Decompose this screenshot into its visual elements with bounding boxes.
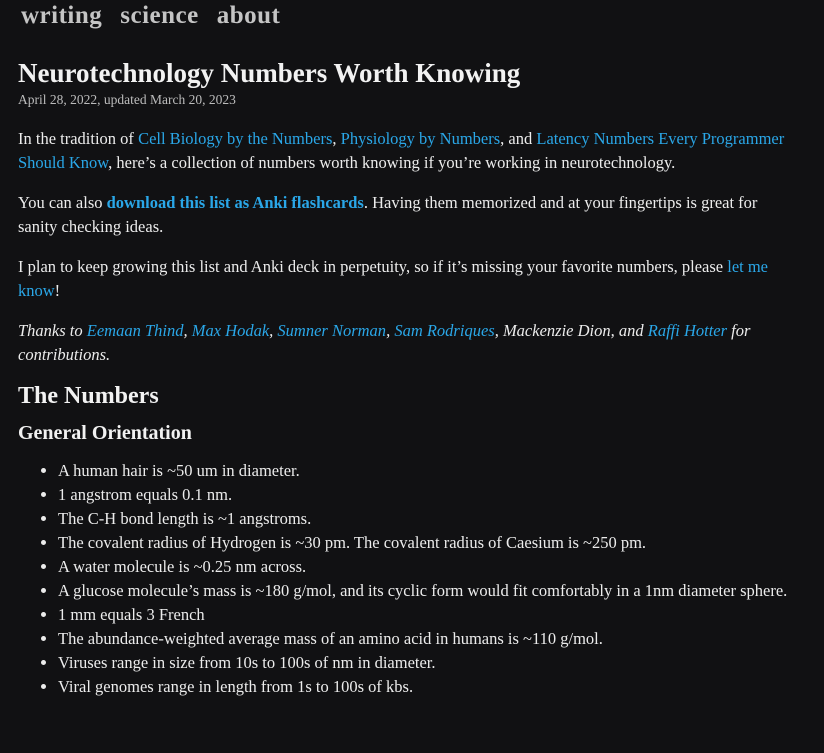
page-title: Neurotechnology Numbers Worth Knowing	[18, 58, 521, 88]
list-item: • 1 angstrom equals 0.1 nm.	[58, 483, 788, 507]
list-item: • A glucose molecule’s mass is ~180 g/mol, and its cyclic form would fit comfortably in a 1nm diameter sphere.	[58, 579, 788, 603]
nav-writing[interactable]: writing	[21, 2, 103, 29]
section-title: The Numbers	[18, 383, 159, 409]
post-date: April 28, 2022, updated March 20, 2023	[18, 92, 236, 107]
link-cell-biology[interactable]: Cell Biology by the Numbers	[138, 129, 333, 148]
intro-sep: ,	[332, 129, 341, 148]
nav-science[interactable]: science	[120, 2, 199, 29]
link-sam-rodriques[interactable]: Sam Rodriques	[394, 321, 495, 340]
download-text: . Having them memorized and at your fingertips is great for sanity checking ideas.	[18, 193, 758, 236]
link-raffi-hotter[interactable]: Raffi Hotter	[647, 321, 728, 340]
intro-paragraph	[18, 127, 788, 175]
thanks-paragraph	[18, 319, 788, 367]
link-max-hodak[interactable]: Max Hodak	[191, 321, 270, 340]
article-body	[18, 127, 788, 699]
link-sumner-norman[interactable]: Sumner Norman	[277, 321, 387, 340]
list-item: • 1 mm equals 3 French	[58, 603, 788, 627]
thanks-text: Thanks to	[18, 321, 87, 340]
numbers-list	[18, 459, 788, 699]
link-physiology[interactable]: Physiology by Numbers	[340, 129, 501, 148]
plan-text: I plan to keep growing this list and Anki deck in perpetuity, so if it’s missing your favorite numbers, please	[18, 257, 728, 276]
download-text: You can also	[18, 193, 107, 212]
link-anki-download[interactable]: download this list as Anki flashcards	[106, 193, 364, 212]
thanks-sep: ,	[183, 321, 192, 340]
link-eemaan-thind[interactable]: Eemaan Thind	[86, 321, 184, 340]
list-item: • Viruses range in size from 10s to 100s of nm in diameter.	[58, 651, 788, 675]
top-nav	[21, 2, 294, 30]
list-item: • A water molecule is ~0.25 nm across.	[58, 555, 788, 579]
nav-about[interactable]: about	[216, 2, 281, 29]
intro-sep: , and	[500, 129, 537, 148]
link-let-me-know[interactable]: let me know	[18, 257, 769, 300]
thanks-sep: ,	[269, 321, 278, 340]
list-item: • Viral genomes range in length from 1s to 100s of kbs.	[58, 675, 788, 699]
list-item: • The covalent radius of Hydrogen is ~30 pm. The covalent radius of Caesium is ~250 pm.	[58, 531, 788, 555]
download-paragraph	[18, 191, 788, 239]
list-item: • The C-H bond length is ~1 angstroms.	[58, 507, 788, 531]
plan-text: !	[54, 281, 61, 300]
list-item: • A human hair is ~50 um in diameter.	[58, 459, 788, 483]
plan-paragraph	[18, 255, 788, 303]
list-item: • The abundance-weighted average mass of an amino acid in humans is ~110 g/mol.	[58, 627, 788, 651]
thanks-sep: ,	[386, 321, 395, 340]
intro-text: , here’s a collection of numbers worth knowing if you’re working in neurotechnology.	[108, 153, 676, 172]
link-latency-numbers[interactable]: Latency Numbers Every Programmer Should Know	[18, 129, 785, 172]
subsection-title: General Orientation	[18, 422, 192, 444]
thanks-text: , Mackenzie Dion, and	[494, 321, 648, 340]
thanks-text: for contributions.	[18, 321, 751, 364]
intro-text: In the tradition of	[18, 129, 139, 148]
